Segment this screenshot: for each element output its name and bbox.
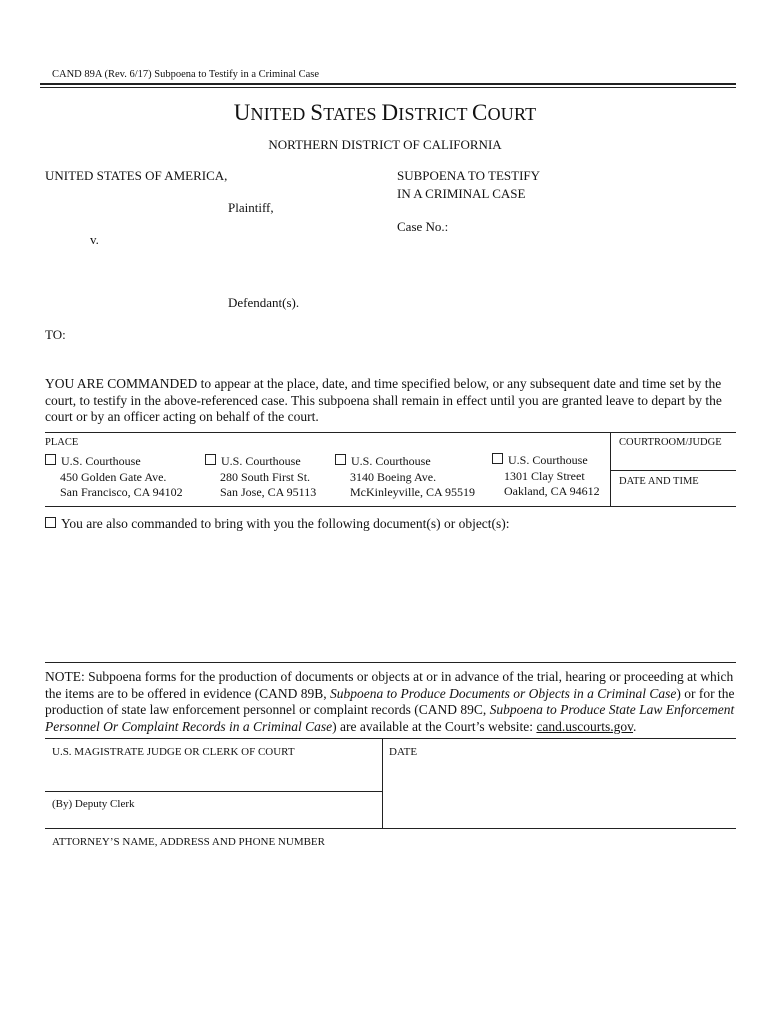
- place-label: PLACE: [45, 437, 79, 448]
- documents-checkbox[interactable]: [45, 517, 56, 528]
- documents-option[interactable]: [45, 516, 510, 532]
- form-id: CAND 89A (Rev. 6/17) Subpoena to Testify in a Criminal Case: [52, 69, 319, 80]
- checkbox[interactable]: [45, 454, 56, 465]
- courtroom-judge-label: COURTROOM/JUDGE: [619, 437, 722, 448]
- checkbox[interactable]: [205, 454, 216, 465]
- to-label: TO:: [45, 327, 66, 342]
- note-paragraph: NOTE: Subpoena forms for the production of documents or objects at or in advance of the trial, hearing or proceeding at which the items are to be offered in evidence (CAND 89B, Subpoena to Produce Documents or Objects in a Criminal Case) or for the production of state law enforcement personnel or complaint records (CAND 89C, Subpoena to Produce State Law Enforcement Personnel Or Complaint Records in a Criminal Case) are available at the Court’s website: cand.uscourts.gov.: [45, 669, 735, 734]
- case-number-label: Case No.:: [397, 219, 449, 234]
- document-title-line2: IN A CRIMINAL CASE: [397, 186, 526, 201]
- website-link[interactable]: cand.uscourts.gov: [536, 718, 634, 734]
- place-table-bottom-rule: [45, 506, 736, 507]
- deputy-rule: [45, 791, 383, 792]
- attorney-label: ATTORNEY’S NAME, ADDRESS AND PHONE NUMBER: [52, 836, 325, 848]
- plaintiff-label: Plaintiff,: [228, 200, 274, 215]
- plaintiff-name: UNITED STATES OF AMERICA,: [45, 168, 228, 183]
- district-name: NORTHERN DISTRICT OF CALIFORNIA: [268, 137, 502, 152]
- court-name: UNITED STATES DISTRICT COURT: [233, 100, 537, 125]
- courthouse-option-oak[interactable]: U.S. Courthouse 1301 Clay Street Oakland, CA 94612: [492, 453, 600, 500]
- checkbox[interactable]: [492, 453, 503, 464]
- courtroom-date-divider: [611, 470, 736, 471]
- place-table-top-rule: [45, 432, 736, 433]
- checkbox[interactable]: [335, 454, 346, 465]
- signature-top-rule: [45, 738, 736, 739]
- note-top-rule: [45, 662, 736, 663]
- commanded-paragraph: YOU ARE COMMANDED to appear at the place, date, and time specified below, or any subsequent date and time set by the court, to testify in the above-referenced case. This subpoena shall remain in effect until you are granted leave to depart by the court or by an officer acting on behalf of the court.: [45, 376, 722, 424]
- document-title-line1: SUBPOENA TO TESTIFY: [397, 168, 541, 183]
- header-rule-thick: [40, 83, 736, 85]
- date-label: DATE: [389, 746, 418, 758]
- judge-clerk-label: U.S. MAGISTRATE JUDGE OR CLERK OF COURT: [52, 746, 295, 758]
- versus: v.: [90, 232, 99, 247]
- deputy-clerk-label: (By) Deputy Clerk: [52, 798, 135, 810]
- date-and-time-label: DATE AND TIME: [619, 476, 699, 487]
- courthouse-option-sj[interactable]: U.S. Courthouse 280 South First St. San Jose, CA 95113: [205, 454, 316, 501]
- documents-label: You are also commanded to bring with you the following document(s) or object(s):: [61, 516, 510, 531]
- header-rule-thin: [40, 87, 736, 88]
- courthouse-option-mck[interactable]: U.S. Courthouse 3140 Boeing Ave. McKinleyville, CA 95519: [335, 454, 475, 501]
- defendant-label: Defendant(s).: [228, 295, 300, 310]
- signature-divider: [382, 738, 383, 828]
- courthouse-option-sf[interactable]: U.S. Courthouse 450 Golden Gate Ave. San Francisco, CA 94102: [45, 454, 183, 501]
- signature-bottom-rule: [45, 828, 736, 829]
